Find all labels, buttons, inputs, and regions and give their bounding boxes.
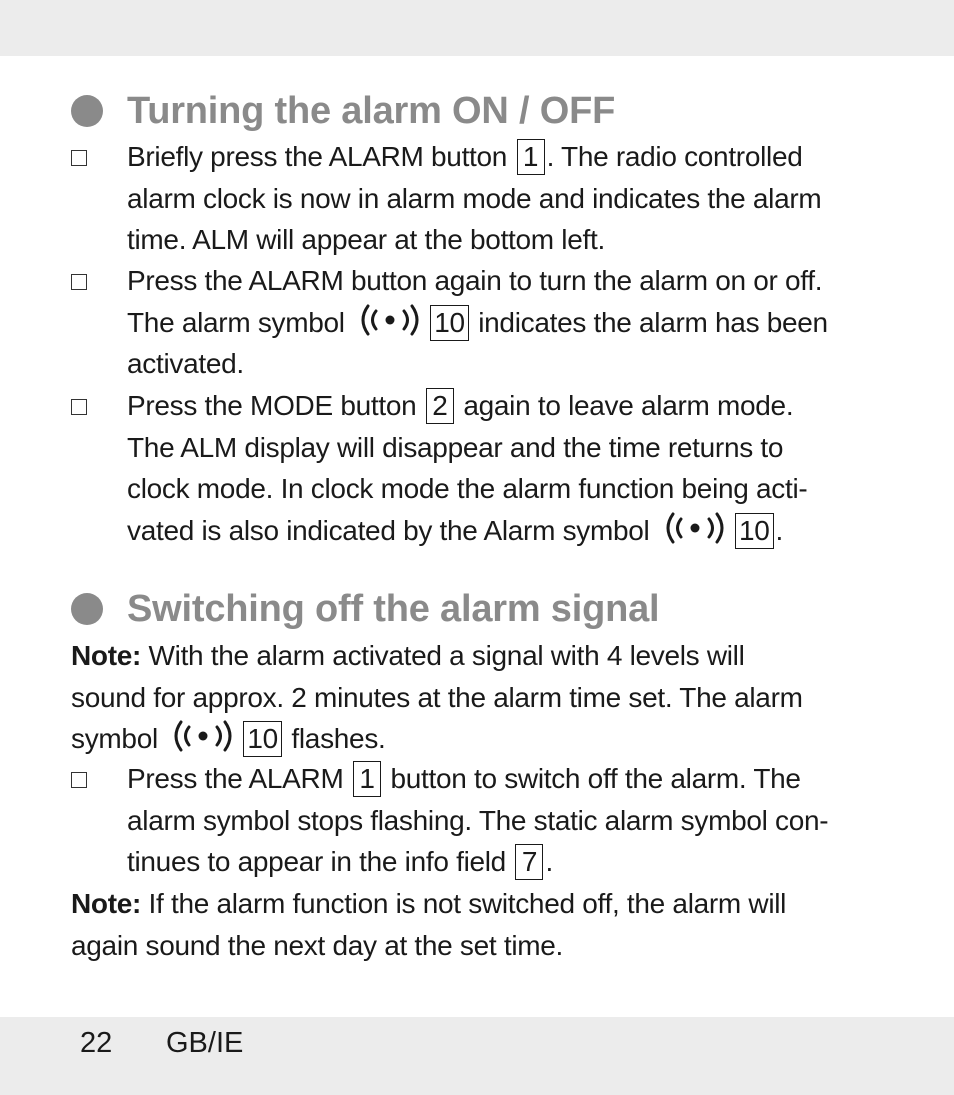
step-item bbox=[71, 385, 891, 551]
ref-box: 1 bbox=[353, 761, 381, 797]
note-paragraph bbox=[71, 883, 891, 966]
bullet-dot-icon bbox=[71, 95, 103, 127]
ref-box: 1 bbox=[517, 139, 545, 175]
step-text bbox=[127, 260, 891, 385]
section-heading-switch-off-signal bbox=[71, 586, 659, 632]
checkbox-icon bbox=[71, 399, 87, 415]
region-code: GB/IE bbox=[166, 1027, 244, 1059]
alarm-signal-icon bbox=[356, 302, 424, 338]
page-number: 22 bbox=[80, 1027, 113, 1059]
text-run: symbol bbox=[71, 723, 158, 754]
note-paragraph bbox=[71, 635, 891, 760]
step-item bbox=[71, 758, 891, 883]
ref-box: 10 bbox=[243, 721, 282, 757]
note-label: Note: bbox=[71, 640, 142, 671]
step-text bbox=[127, 385, 891, 551]
text-run: If the alarm function is not switched off, the alarm will bbox=[148, 888, 787, 919]
top-band bbox=[0, 0, 954, 56]
step-item bbox=[71, 136, 891, 261]
text-run: Press the ALARM bbox=[127, 763, 344, 794]
note-label: Note: bbox=[71, 888, 142, 919]
checkbox-icon bbox=[71, 150, 87, 166]
alarm-signal-icon bbox=[169, 718, 237, 754]
text-run: activated. bbox=[127, 348, 244, 379]
text-run: With the alarm activated a signal with 4 levels will bbox=[148, 640, 745, 671]
text-run: Press the ALARM button again to turn the alarm on or off. bbox=[127, 265, 823, 296]
checkbox-icon bbox=[71, 274, 87, 290]
text-run: again sound the next day at the set time. bbox=[71, 929, 564, 961]
ref-box: 10 bbox=[735, 513, 774, 549]
text-run: alarm clock is now in alarm mode and indicates the alarm bbox=[127, 182, 822, 214]
checkbox-icon bbox=[71, 772, 87, 788]
text-run: flashes. bbox=[291, 723, 386, 754]
step-item bbox=[71, 260, 891, 385]
text-run: The ALM display will disappear and the time returns to bbox=[127, 431, 784, 463]
ref-box: 2 bbox=[426, 388, 454, 424]
text-run: . The radio controlled bbox=[546, 141, 803, 172]
text-run: Briefly press the ALARM button bbox=[127, 141, 508, 172]
text-run: again to leave alarm mode. bbox=[463, 390, 794, 421]
footer-band bbox=[0, 1017, 954, 1095]
text-run: button to switch off the alarm. The bbox=[390, 763, 801, 794]
text-run: vated is also indicated by the Alarm symbol bbox=[127, 514, 650, 546]
text-run: indicates the alarm has been bbox=[478, 306, 828, 338]
text-run: . bbox=[775, 514, 783, 546]
ref-box: 7 bbox=[515, 844, 543, 880]
step-text bbox=[127, 758, 891, 883]
alarm-signal-icon bbox=[661, 510, 729, 546]
text-run: time. ALM will appear at the bottom left. bbox=[127, 224, 605, 255]
text-run: tinues to appear in the info field bbox=[127, 846, 506, 877]
text-run: sound for approx. 2 minutes at the alarm time set. The alarm bbox=[71, 681, 803, 713]
heading-text: Turning the alarm ON / OFF bbox=[127, 90, 616, 132]
bullet-dot-icon bbox=[71, 593, 103, 625]
step-text bbox=[127, 136, 891, 261]
text-run: Press the MODE button bbox=[127, 390, 417, 421]
text-run: clock mode. In clock mode the alarm function being acti- bbox=[127, 473, 808, 504]
text-run: . bbox=[545, 846, 553, 877]
heading-text: Switching off the alarm signal bbox=[127, 588, 660, 630]
text-run: alarm symbol stops flashing. The static alarm symbol con- bbox=[127, 804, 829, 836]
text-run: The alarm symbol bbox=[127, 306, 345, 338]
section-heading-alarm-on-off bbox=[71, 88, 615, 134]
ref-box: 10 bbox=[430, 305, 469, 341]
